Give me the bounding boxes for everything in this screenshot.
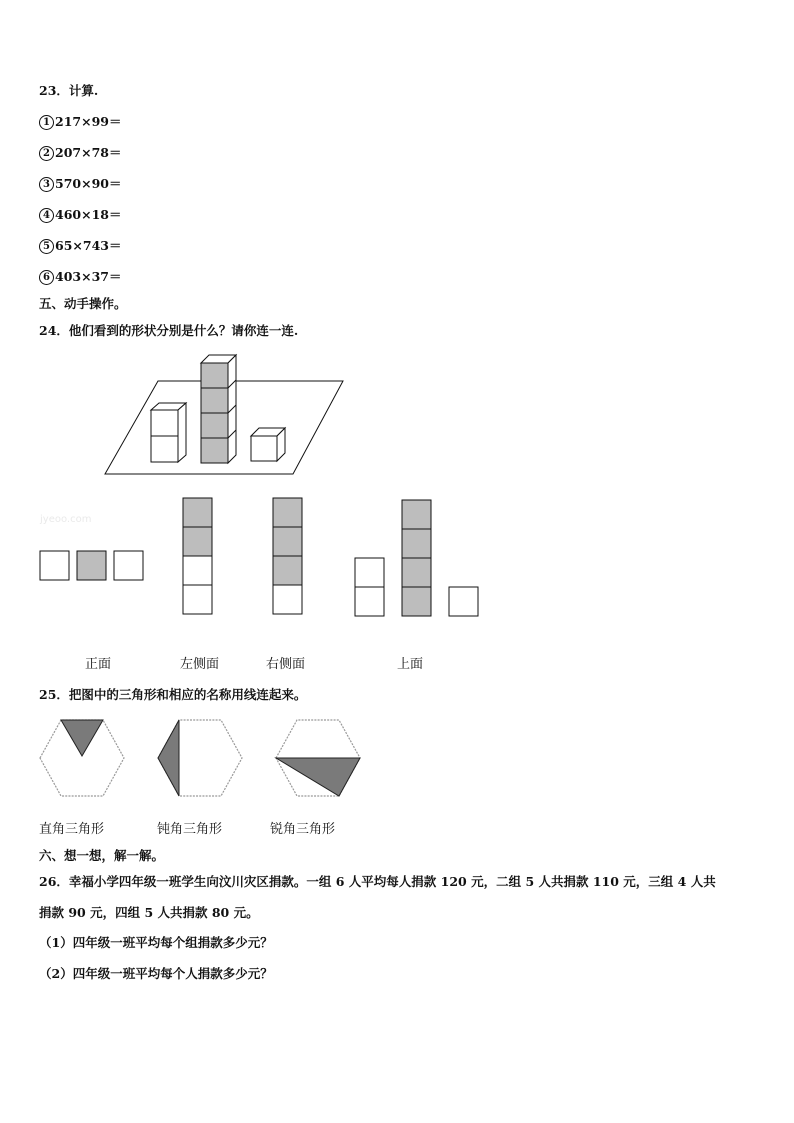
view-option-4	[355, 500, 478, 616]
section-heading: 五、动手操作。	[39, 296, 127, 311]
calc-item	[39, 208, 121, 223]
circled-number: 4	[39, 208, 54, 223]
cube-scene-figure	[100, 352, 350, 477]
left-cube-stack	[151, 403, 186, 462]
view-label-right: 右侧面	[266, 657, 306, 672]
q26-sub1: （1）四年级一班平均每个组捐款多少元？	[39, 935, 273, 950]
calc-item	[39, 239, 121, 254]
calc-item	[39, 177, 121, 192]
circled-number: 1	[39, 115, 54, 130]
calc-expression: 403×37＝	[55, 269, 122, 285]
triangle-label-right: 直角三角形	[39, 822, 105, 837]
tall-cube-stack	[201, 355, 236, 463]
q24-title: 24．他们看到的形状分别是什么？请你连一连.	[39, 323, 299, 338]
circled-number: 3	[39, 177, 54, 192]
calc-item	[39, 115, 121, 130]
view-option-2	[183, 498, 212, 614]
circled-number: 2	[39, 146, 54, 161]
calc-item	[39, 146, 121, 161]
q26-line2: 捐款 90 元，四组 5 人共捐款 80 元。	[39, 905, 259, 920]
view-option-3	[273, 498, 302, 614]
single-cube	[251, 428, 285, 461]
hexagon-1	[40, 720, 124, 796]
circled-number: 5	[39, 239, 54, 254]
view-label-left: 左侧面	[180, 657, 220, 672]
triangles-figure	[38, 718, 363, 800]
q26-line1: 26．幸福小学四年级一班学生向汶川灾区捐款。一组 6 人平均每人捐款 120 元，二组 5 人共捐款 110 元，三组 4 人共	[39, 874, 716, 889]
watermark: jyeoo.com	[40, 514, 92, 525]
view-option-1	[40, 551, 143, 580]
calc-expression: 217×99＝	[55, 114, 122, 130]
circled-number: 6	[39, 270, 54, 285]
q25-title: 25．把图中的三角形和相应的名称用线连起来。	[39, 687, 307, 702]
triangle-label-acute: 锐角三角形	[270, 822, 336, 837]
view-options-figure	[38, 495, 483, 620]
calc-item	[39, 270, 121, 285]
hexagon-3	[276, 720, 360, 796]
triangle-label-obtuse: 钝角三角形	[157, 822, 223, 837]
calc-expression: 570×90＝	[55, 176, 122, 192]
q26-sub2: （2）四年级一班平均每个人捐款多少元？	[39, 966, 273, 981]
view-label-top: 上面	[397, 657, 424, 672]
view-label-front: 正面	[85, 657, 112, 672]
calc-expression: 65×743＝	[55, 238, 122, 254]
section-heading: 六、想一想，解一解。	[39, 848, 165, 863]
calc-expression: 207×78＝	[55, 145, 122, 161]
hexagon-2	[158, 720, 242, 796]
q23-title: 23．计算.	[39, 83, 99, 98]
calc-expression: 460×18＝	[55, 207, 122, 223]
